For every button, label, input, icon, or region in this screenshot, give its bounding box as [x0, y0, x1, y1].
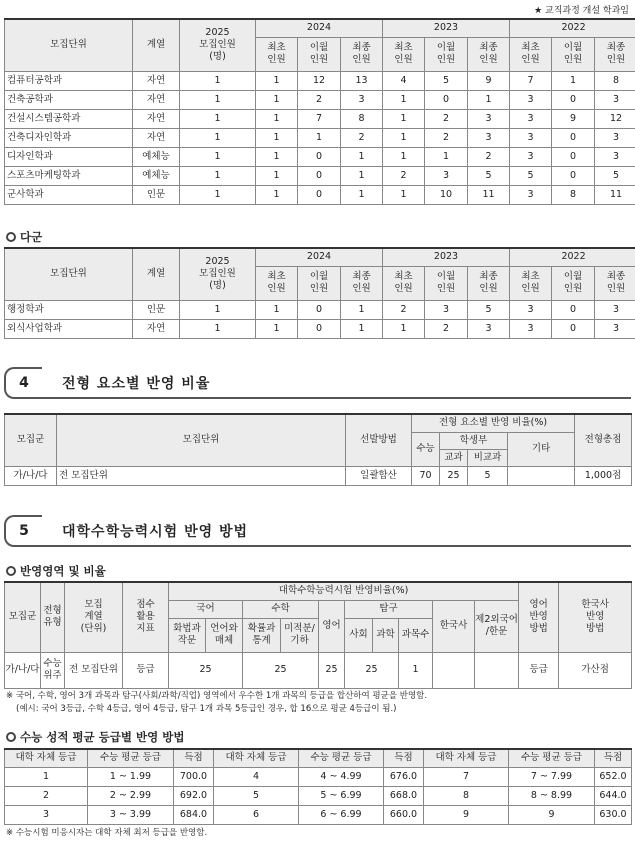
cell-unit: 전 모집단위 [57, 466, 346, 485]
header-added: 이월 인원 [425, 37, 468, 71]
cell-own: 9 [424, 805, 509, 824]
cell-type: 수능 위주 [41, 652, 65, 688]
cell-value: 3 [510, 319, 552, 338]
cell-avg: 8 ~ 8.99 [509, 786, 595, 805]
header-unit: 모집 계열 (단위) [65, 582, 123, 652]
header-first: 최초 인원 [383, 37, 425, 71]
header-avg-grade: 수능 평균 등급 [509, 749, 595, 767]
dagun-table [4, 247, 635, 339]
cell-value: 1 [256, 128, 298, 147]
cell-eng-method: 등급 [519, 652, 559, 688]
header-count: 과목수 [399, 618, 433, 652]
cell-value: 8 [341, 109, 383, 128]
cell-unit: 전 모집단위 [65, 652, 123, 688]
cell-field: 예체능 [133, 166, 180, 185]
header-suneung: 수능 [412, 432, 440, 466]
table-row [5, 109, 635, 128]
cell-value: 1 [256, 71, 298, 90]
admission-history-table [4, 18, 635, 205]
header-method: 선발방법 [346, 414, 412, 466]
cell-english: 25 [319, 652, 345, 688]
header-final: 최종 인원 [595, 37, 635, 71]
cell-index: 등급 [123, 652, 169, 688]
cell-avg: 6 ~ 6.99 [299, 805, 384, 824]
cell-value: 1 [383, 185, 425, 204]
cell-value: 2 [383, 166, 425, 185]
cell-group: 가/나/다 [5, 466, 57, 485]
cell-own: 5 [214, 786, 299, 805]
cell-value: 0 [552, 90, 595, 109]
table-row [5, 319, 635, 338]
cell-own: 2 [5, 786, 88, 805]
cell-value: 1 [180, 71, 256, 90]
cell-method: 일괄합산 [346, 466, 412, 485]
cell-value: 1 [180, 319, 256, 338]
cell-unit-name: 군사학과 [5, 185, 133, 204]
cell-total: 1,000점 [575, 466, 632, 485]
header-group: 모집군 [5, 414, 57, 466]
table-row [5, 147, 635, 166]
cell-score: 652.0 [595, 767, 632, 786]
header-added: 이월 인원 [298, 37, 341, 71]
cell-value: 3 [510, 185, 552, 204]
cell-score: 692.0 [174, 786, 214, 805]
cell-value: 0 [298, 166, 341, 185]
section-4-title: 전형 요소별 반영 비율 [62, 376, 211, 392]
cell-field: 인문 [133, 185, 180, 204]
header-score: 득점 [384, 749, 424, 767]
header-2025: 2025 모집인원 (명) [180, 248, 256, 300]
header-first: 최초 인원 [256, 266, 298, 300]
cell-value: 2 [468, 147, 510, 166]
cell-etc [508, 466, 575, 485]
cell-value: 2 [425, 109, 468, 128]
cell-value: 5 [468, 166, 510, 185]
cell-own: 1 [5, 767, 88, 786]
table-row [5, 128, 635, 147]
header-2024: 2024 [256, 248, 383, 266]
cell-value: 3 [595, 128, 635, 147]
cell-value: 0 [298, 147, 341, 166]
cell-value: 1 [341, 147, 383, 166]
cell-value: 1 [383, 147, 425, 166]
header-science: 과학 [373, 618, 399, 652]
cell-value: 1 [180, 300, 256, 319]
cell-subject: 25 [440, 466, 468, 485]
header-first: 최초 인원 [383, 266, 425, 300]
cell-value: 1 [256, 166, 298, 185]
cell-value: 7 [510, 71, 552, 90]
cell-value: 1 [256, 319, 298, 338]
cell-field: 자연 [133, 71, 180, 90]
header-final: 최종 인원 [468, 37, 510, 71]
ratio-subheading [6, 563, 106, 579]
cell-value: 3 [595, 300, 635, 319]
cell-value: 0 [425, 90, 468, 109]
header-subject: 교과 [440, 449, 468, 466]
cell-value: 1 [383, 319, 425, 338]
cell-value: 1 [341, 319, 383, 338]
cell-value: 0 [298, 319, 341, 338]
header-added: 이월 인원 [552, 266, 595, 300]
cell-unit-name: 스포츠마케팅학과 [5, 166, 133, 185]
cell-group: 가/나/다 [5, 652, 41, 688]
section-4-header [4, 367, 631, 399]
cell-second-lang [475, 652, 519, 688]
cell-value: 12 [298, 71, 341, 90]
suneung-ratio-table [4, 581, 632, 689]
header-added: 이월 인원 [552, 37, 595, 71]
cell-value: 0 [298, 185, 341, 204]
cell-value: 1 [298, 128, 341, 147]
cell-history [433, 652, 475, 688]
cell-own: 8 [424, 786, 509, 805]
header-first: 최초 인원 [256, 37, 298, 71]
cell-value: 1 [468, 90, 510, 109]
header-unit: 모집단위 [5, 19, 133, 71]
header-group: 모집군 [5, 582, 41, 652]
table-row [5, 90, 635, 109]
cell-field: 자연 [133, 109, 180, 128]
header-etc: 기타 [508, 432, 575, 466]
header-field: 계열 [133, 248, 180, 300]
cell-math: 25 [243, 652, 319, 688]
cell-avg: 7 ~ 7.99 [509, 767, 595, 786]
cell-avg: 3 ~ 3.99 [88, 805, 174, 824]
footnote-3: ※ 수능시험 미응시자는 대학 자체 최저 등급을 반영함. [6, 828, 208, 838]
grade-table-body [5, 767, 632, 824]
header-math: 수학 [243, 600, 319, 618]
cell-value: 2 [425, 128, 468, 147]
ring-bullet-icon [6, 566, 16, 576]
cell-score: 660.0 [384, 805, 424, 824]
cell-value: 0 [552, 319, 595, 338]
table-row [5, 300, 635, 319]
cell-field: 인문 [133, 300, 180, 319]
header-ratio: 전형 요소별 반영 비율(%) [412, 414, 575, 432]
section-5-number: 5 [4, 515, 42, 547]
cell-value: 1 [180, 185, 256, 204]
header-second-lang: 제2외국어 /한문 [475, 600, 519, 652]
cell-value: 0 [552, 166, 595, 185]
header-final: 최종 인원 [595, 266, 635, 300]
cell-unit-name: 디자인학과 [5, 147, 133, 166]
cell-value: 1 [341, 166, 383, 185]
table-row [5, 805, 632, 824]
cell-score: 676.0 [384, 767, 424, 786]
header-2023: 2023 [383, 19, 510, 37]
cell-value: 3 [595, 319, 635, 338]
cell-avg: 4 ~ 4.99 [299, 767, 384, 786]
cell-value: 2 [383, 300, 425, 319]
header-type: 전형 유형 [41, 582, 65, 652]
table2-body [5, 300, 635, 338]
section-5-header [4, 515, 631, 547]
header-2024: 2024 [256, 19, 383, 37]
cell-value: 3 [468, 128, 510, 147]
cell-avg: 2 ~ 2.99 [88, 786, 174, 805]
cell-own: 3 [5, 805, 88, 824]
cell-value: 5 [468, 300, 510, 319]
header-avg-grade: 수능 평균 등급 [299, 749, 384, 767]
cell-value: 8 [552, 185, 595, 204]
header-unit: 모집단위 [5, 248, 133, 300]
cell-value: 10 [425, 185, 468, 204]
cell-value: 1 [256, 109, 298, 128]
header-eng-method: 영어 반영 방법 [519, 582, 559, 652]
cell-score: 668.0 [384, 786, 424, 805]
cell-field: 자연 [133, 128, 180, 147]
header-k2: 언어와 매체 [206, 618, 243, 652]
cell-value: 3 [510, 90, 552, 109]
header-hist-method: 한국사 반영 방법 [559, 582, 632, 652]
cell-value: 2 [341, 128, 383, 147]
header-index: 점수 활용 지표 [123, 582, 169, 652]
cell-value: 2 [298, 90, 341, 109]
cell-value: 1 [256, 147, 298, 166]
cell-value: 5 [595, 166, 635, 185]
header-own-grade: 대학 자체 등급 [214, 749, 299, 767]
header-unit: 모집단위 [57, 414, 346, 466]
cell-score: 630.0 [595, 805, 632, 824]
cell-value: 3 [425, 300, 468, 319]
cell-value: 1 [552, 71, 595, 90]
header-2022: 2022 [510, 248, 635, 266]
footnote-1: ※ 국어, 수학, 영어 3개 과목과 탐구(사회/과학/직업) 영역에서 우수한 1개 과목의 등급을 합산하여 평균을 반영함. [6, 691, 428, 701]
table-row [5, 767, 632, 786]
cell-value: 3 [425, 166, 468, 185]
cell-value: 1 [256, 300, 298, 319]
header-field: 계열 [133, 19, 180, 71]
header-nonsubject: 비교과 [468, 449, 508, 466]
table-row [5, 166, 635, 185]
header-social: 사회 [345, 618, 373, 652]
cell-avg: 1 ~ 1.99 [88, 767, 174, 786]
footnote-2: (예시: 국어 3등급, 수학 4등급, 영어 4등급, 탐구 1개 과목 5등급인 경우, 합 16으로 평균 4등급이 됨.) [16, 704, 397, 714]
cell-explore: 25 [345, 652, 399, 688]
cell-value: 4 [383, 71, 425, 90]
cell-count: 1 [399, 652, 433, 688]
cell-value: 1 [180, 128, 256, 147]
header-final: 최종 인원 [341, 37, 383, 71]
table-row [5, 786, 632, 805]
cell-avg: 5 ~ 6.99 [299, 786, 384, 805]
cell-hist-method: 가산점 [559, 652, 632, 688]
cell-value: 11 [468, 185, 510, 204]
top-note: ★ 교직과정 개설 학과임 [534, 6, 629, 16]
dagun-heading [6, 229, 42, 245]
cell-value: 5 [510, 166, 552, 185]
cell-korean: 25 [169, 652, 243, 688]
header-ratio: 대학수학능력시험 반영비율(%) [169, 582, 519, 600]
ring-bullet-icon [6, 232, 16, 242]
selection-ratio-table [4, 413, 632, 486]
header-k1: 화법과 작문 [169, 618, 206, 652]
header-added: 이월 인원 [425, 266, 468, 300]
cell-value: 3 [468, 109, 510, 128]
cell-value: 1 [180, 147, 256, 166]
cell-unit-name: 건설시스템공학과 [5, 109, 133, 128]
cell-value: 3 [595, 147, 635, 166]
ring-bullet-icon [6, 732, 16, 742]
header-m1: 확률과 통계 [243, 618, 281, 652]
table-row [5, 71, 635, 90]
header-avg-grade: 수능 평균 등급 [88, 749, 174, 767]
cell-value: 3 [510, 147, 552, 166]
cell-own: 6 [214, 805, 299, 824]
cell-value: 3 [341, 90, 383, 109]
cell-value: 1 [180, 166, 256, 185]
section-4-number: 4 [4, 367, 42, 399]
cell-score: 644.0 [595, 786, 632, 805]
header-first: 최초 인원 [510, 266, 552, 300]
cell-value: 3 [595, 90, 635, 109]
table-row [5, 185, 635, 204]
header-final: 최종 인원 [341, 266, 383, 300]
header-score: 득점 [174, 749, 214, 767]
header-score: 득점 [595, 749, 632, 767]
cell-own: 4 [214, 767, 299, 786]
cell-value: 1 [180, 90, 256, 109]
header-first: 최초 인원 [510, 37, 552, 71]
cell-value: 9 [552, 109, 595, 128]
grade-subheading [6, 729, 184, 745]
cell-score: 700.0 [174, 767, 214, 786]
header-m2: 미적분/ 기하 [281, 618, 319, 652]
header-explore: 탐구 [345, 600, 433, 618]
section-5-title: 대학수학능력시험 반영 방법 [62, 524, 249, 540]
cell-field: 자연 [133, 319, 180, 338]
grade-conversion-table [4, 748, 632, 825]
cell-unit-name: 건축디자인학과 [5, 128, 133, 147]
header-school: 학생부 [440, 432, 508, 449]
cell-value: 0 [552, 128, 595, 147]
ratio-subheading-text: 반영영역 및 비율 [20, 564, 106, 578]
cell-value: 8 [595, 71, 635, 90]
cell-unit-name: 외식사업학과 [5, 319, 133, 338]
cell-value: 0 [552, 300, 595, 319]
dagun-title: 다군 [20, 230, 43, 244]
cell-avg: 9 [509, 805, 595, 824]
cell-unit-name: 건축공학과 [5, 90, 133, 109]
cell-own: 7 [424, 767, 509, 786]
header-history: 한국사 [433, 600, 475, 652]
cell-nonsubject: 5 [468, 466, 508, 485]
header-2023: 2023 [383, 248, 510, 266]
cell-value: 1 [383, 90, 425, 109]
cell-field: 예체능 [133, 147, 180, 166]
cell-value: 1 [256, 90, 298, 109]
header-korean: 국어 [169, 600, 243, 618]
cell-value: 7 [298, 109, 341, 128]
table1-body [5, 71, 635, 204]
cell-value: 12 [595, 109, 635, 128]
cell-value: 13 [341, 71, 383, 90]
cell-value: 11 [595, 185, 635, 204]
cell-value: 1 [341, 300, 383, 319]
cell-value: 9 [468, 71, 510, 90]
grade-subheading-text: 수능 성적 평균 등급별 반영 방법 [20, 730, 185, 744]
cell-value: 3 [510, 300, 552, 319]
cell-value: 0 [552, 147, 595, 166]
cell-unit-name: 행정학과 [5, 300, 133, 319]
cell-value: 2 [425, 319, 468, 338]
header-own-grade: 대학 자체 등급 [5, 749, 88, 767]
cell-value: 0 [298, 300, 341, 319]
cell-value: 3 [468, 319, 510, 338]
header-english: 영어 [319, 600, 345, 652]
header-2022: 2022 [510, 19, 635, 37]
header-own-grade: 대학 자체 등급 [424, 749, 509, 767]
cell-unit-name: 컴퓨터공학과 [5, 71, 133, 90]
cell-value: 3 [510, 128, 552, 147]
cell-field: 자연 [133, 90, 180, 109]
cell-value: 5 [425, 71, 468, 90]
header-total: 전형총점 [575, 414, 632, 466]
cell-value: 1 [180, 109, 256, 128]
cell-score: 684.0 [174, 805, 214, 824]
cell-suneung: 70 [412, 466, 440, 485]
cell-value: 3 [510, 109, 552, 128]
cell-value: 1 [425, 147, 468, 166]
header-final: 최종 인원 [468, 266, 510, 300]
header-added: 이월 인원 [298, 266, 341, 300]
cell-value: 1 [383, 128, 425, 147]
cell-value: 1 [256, 185, 298, 204]
cell-value: 1 [383, 109, 425, 128]
cell-value: 1 [341, 185, 383, 204]
header-2025: 2025 모집인원 (명) [180, 19, 256, 71]
